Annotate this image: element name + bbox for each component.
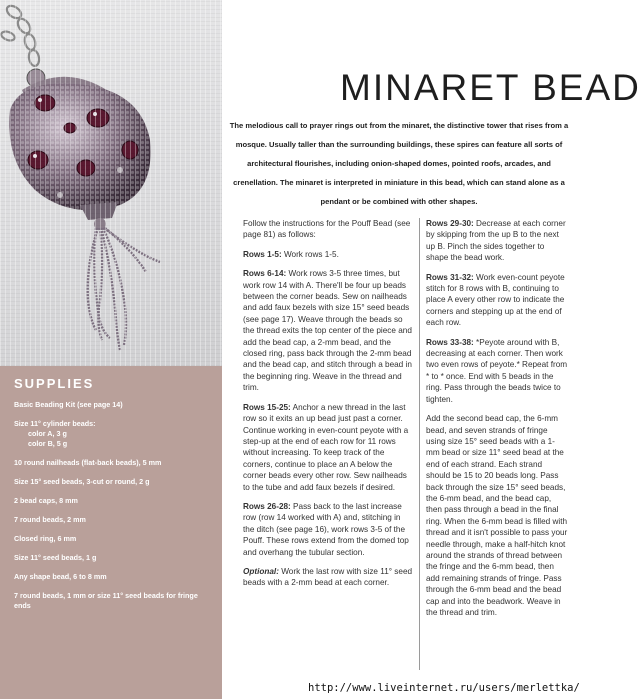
step-text: Follow the instructions for the Pouff Bead (see page 81) as follows: [243, 219, 411, 240]
step-text: Anchor a new thread in the last row so it exits an up bead just past a corner. Continue working in even-count peyote with a step-up at the end of each row for 11 rows without increasing. To keep track of the corners, continue to place an A below the corner beads every other row. Sew nailheads to the tube and add faux bezels if desired. [243, 402, 409, 492]
step-label: Rows 26-28: [243, 501, 291, 511]
step-text: Add the second bead cap, the 6-mm bead, and seven strands of fringe using size 15° seed beads with a 1-mm bead or size 11° seed bead at the end of each strand. Each strand should be 15 to 20 beads long. Pass back through the size 15° seed beads, the 6-mm bead, and the bead cap, then pass through a bead in the final ring. When the 6-mm bead is filled with thread and it isn't possible to pass your needle through, make a half-hitch knot around the strands of thread between the fringe and the 6-mm bead, then add remaining strands of fringe. Pass through the 6-mm bead and the bead cap and into the beadwork. Weave in the thread and trim. [426, 414, 568, 617]
supply-item: color A, 3 g [28, 429, 67, 438]
step-text: Work even-count peyote stitch for 8 rows with B, continuing to place A every other row to indicate the corners and stepping up at the end of each row. [426, 272, 565, 328]
supply-item: Size 15° seed beads, 3-cut or round, 2 g [14, 477, 150, 486]
source-url: http://www.liveinternet.ru/users/merlettka/ [308, 682, 580, 694]
instruction-paragraph [426, 337, 568, 405]
instruction-paragraph [243, 501, 413, 558]
page-title: MINARET BEAD [340, 67, 641, 108]
instruction-paragraph [426, 413, 568, 618]
supplies-heading: SUPPLIES [14, 376, 95, 391]
supply-item: Any shape bead, 6 to 8 mm [14, 572, 107, 581]
instruction-paragraph [426, 272, 568, 329]
supply-item: 2 bead caps, 8 mm [14, 496, 78, 505]
instructions-column-right [426, 218, 568, 626]
supply-item: Closed ring, 6 mm [14, 534, 77, 543]
instruction-paragraph [243, 249, 413, 260]
supply-item: 10 round nailheads (flat-back beads), 5 mm [14, 458, 162, 467]
step-label: Optional: [243, 566, 279, 576]
supply-item: Size 11° seed beads, 1 g [14, 553, 97, 562]
step-text: Work the last row with size 11° seed beads with a 2-mm bead at each corner. [243, 566, 413, 588]
step-text: Decrease at each corner by skipping from the up B to the next up B. Pinch the sides together to shape the bead work. [426, 219, 566, 263]
step-label: Rows 33-38: [426, 337, 474, 347]
step-label: Rows 15-25: [243, 402, 291, 412]
intro-paragraph: The melodious call to prayer rings out from the minaret, the distinctive tower that rises from a mosque. Usually taller than the surrounding buildings, these spires can feature all sorts of architectural flourishes, including onion-shaped domes, pointed roofs, arcades, and crenellation. The minaret is interpreted in miniature in this bead, which can stand alone as a pendant or be combined with other shapes. [229, 121, 569, 206]
instruction-paragraph [243, 402, 413, 493]
photo-background [0, 0, 222, 366]
supply-item: 7 round beads, 2 mm [14, 515, 86, 524]
step-text: Work rows 3-5 three times, but work row 14 with A. There'll be four up beads between the corner beads. Sew on nailheads and add faux bezels with size 15° seed beads (see page 17). Weave through the beads so the thread exits the top center of the piece and add the bead cap, a 2-mm bead, and the closed ring, pass back through the 2-mm bead and the bead cap, and stitch through a bead in the beginning ring. Weave in the thread and trim. [243, 269, 412, 393]
step-text: *Peyote around with B, decreasing at each corner. Then work two even rows of peyote.* Repeat from * to * once. End with 5 beads in the ring. Pass through the beads twice to tighten. [426, 337, 568, 404]
supply-item: Size 11° cylinder beads: [14, 419, 96, 428]
supplies-panel [0, 366, 222, 699]
step-label: Rows 31-32: [426, 272, 474, 282]
supply-item: 7 round beads, 1 mm or size 11° seed beads for fringe ends [14, 591, 198, 610]
step-text: Work rows 1-5. [281, 249, 339, 259]
pendant-photo [0, 0, 222, 366]
instruction-paragraph [243, 218, 413, 241]
supplies-list [14, 400, 214, 620]
supply-item: Basic Beading Kit (see page 14) [14, 400, 123, 409]
step-label: Rows 29-30: [426, 219, 474, 228]
instruction-paragraph [243, 268, 413, 393]
supply-item: color B, 5 g [28, 439, 68, 448]
instruction-paragraph [426, 218, 568, 264]
step-label: Rows 1-5: [243, 249, 282, 259]
column-divider [419, 218, 420, 670]
instruction-paragraph [243, 566, 413, 589]
instructions-column-left [243, 218, 413, 597]
step-text: Pass back to the last increase row (row 14 worked with A) and, stitching in the ditch (see page 16), work rows 3-5 of the Pouff. These rows extend from the domed top and overhang the tubular section. [243, 501, 409, 557]
step-label: Rows 6-14: [243, 269, 287, 279]
